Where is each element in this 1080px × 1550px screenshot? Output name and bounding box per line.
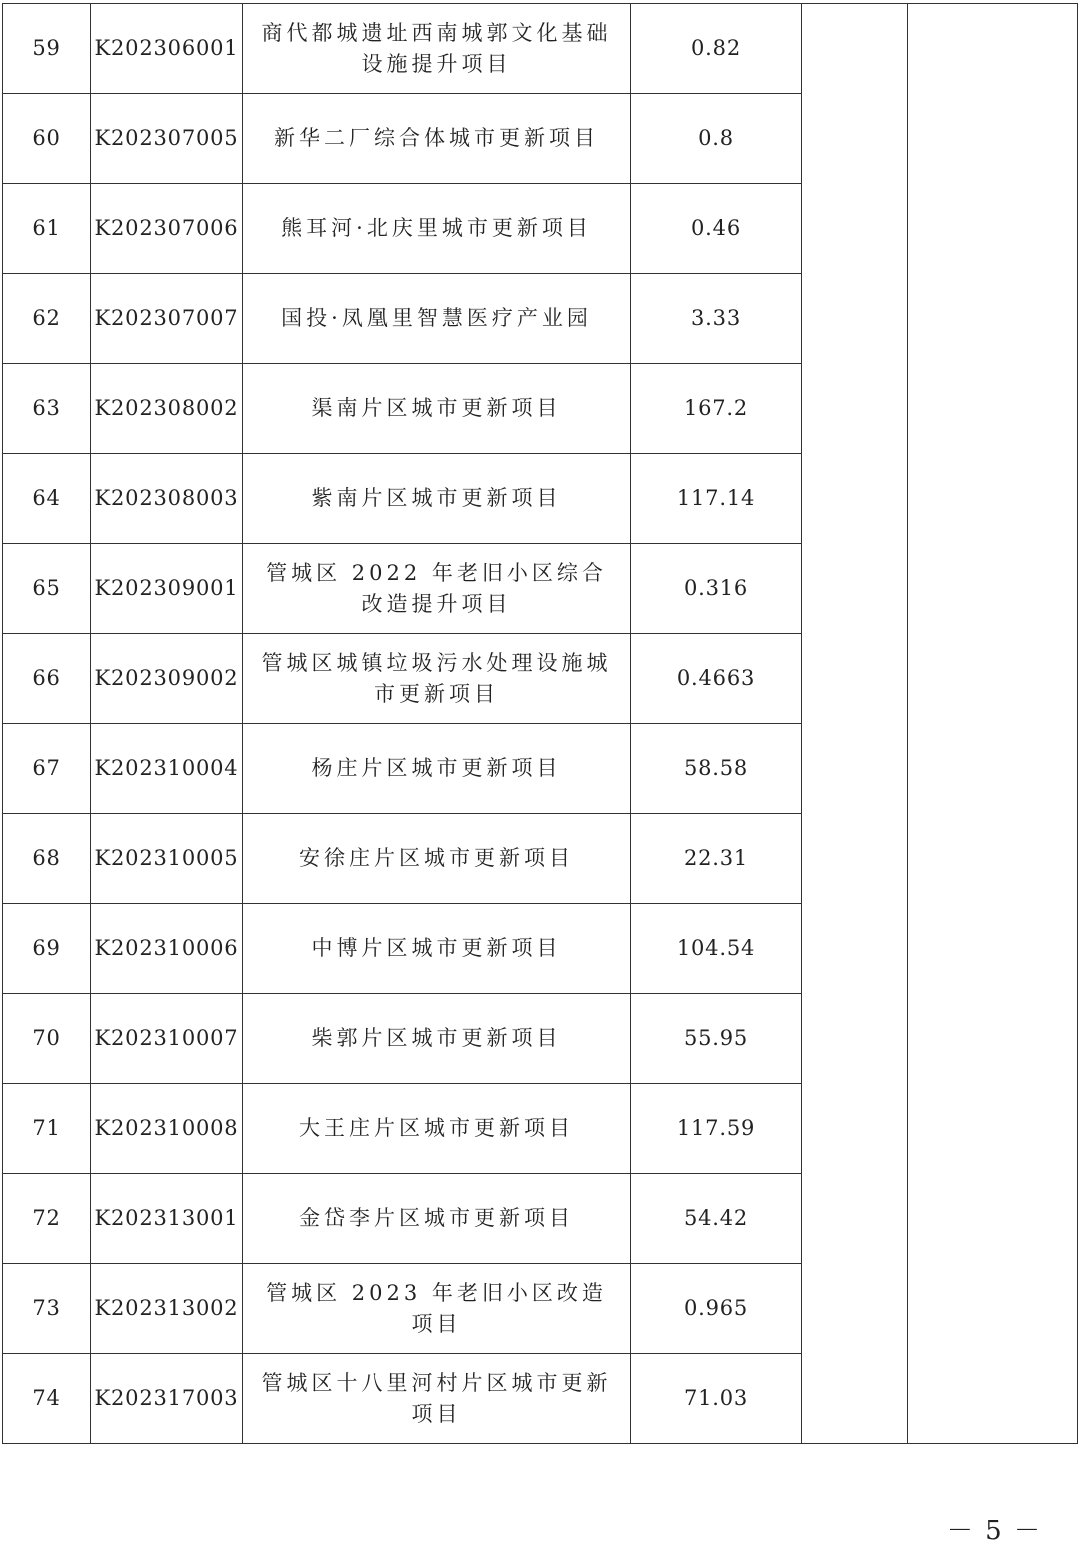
project-name-cell: 新华二厂综合体城市更新项目 [243, 94, 631, 184]
project-code-cell: K202307007 [91, 274, 243, 364]
table-row [3, 4, 1078, 94]
project-code-cell: K202306001 [91, 4, 243, 94]
empty-column-cell [802, 4, 908, 1444]
amount-cell: 0.4663 [631, 634, 802, 724]
row-number-cell: 60 [3, 94, 91, 184]
amount-cell: 54.42 [631, 1174, 802, 1264]
amount-cell: 0.82 [631, 4, 802, 94]
empty-column-cell [908, 4, 1078, 1444]
project-name-cell: 渠南片区城市更新项目 [243, 364, 631, 454]
amount-cell: 117.14 [631, 454, 802, 544]
amount-cell: 104.54 [631, 904, 802, 994]
amount-cell: 117.59 [631, 1084, 802, 1174]
project-code-cell: K202310004 [91, 724, 243, 814]
row-number-cell: 62 [3, 274, 91, 364]
project-code-cell: K202317003 [91, 1354, 243, 1444]
project-code-cell: K202310007 [91, 994, 243, 1084]
project-name-cell: 管城区城镇垃圾污水处理设施城市更新项目 [243, 634, 631, 724]
project-name-cell: 大王庄片区城市更新项目 [243, 1084, 631, 1174]
row-number-cell: 69 [3, 904, 91, 994]
row-number-cell: 59 [3, 4, 91, 94]
project-name-cell: 安徐庄片区城市更新项目 [243, 814, 631, 904]
project-name-cell: 管城区十八里河村片区城市更新项目 [243, 1354, 631, 1444]
amount-cell: 0.965 [631, 1264, 802, 1354]
table-body [3, 4, 1078, 1444]
row-number-cell: 67 [3, 724, 91, 814]
project-table [2, 3, 1078, 1444]
row-number-cell: 73 [3, 1264, 91, 1354]
project-code-cell: K202307006 [91, 184, 243, 274]
amount-cell: 58.58 [631, 724, 802, 814]
project-name-cell: 熊耳河·北庆里城市更新项目 [243, 184, 631, 274]
project-name-cell: 管城区 2023 年老旧小区改造项目 [243, 1264, 631, 1354]
row-number-cell: 61 [3, 184, 91, 274]
project-code-cell: K202310006 [91, 904, 243, 994]
project-code-cell: K202310005 [91, 814, 243, 904]
page-number: － 5 － [946, 1516, 1042, 1546]
amount-cell: 0.46 [631, 184, 802, 274]
amount-cell: 0.8 [631, 94, 802, 184]
amount-cell: 3.33 [631, 274, 802, 364]
row-number-cell: 70 [3, 994, 91, 1084]
row-number-cell: 71 [3, 1084, 91, 1174]
project-code-cell: K202308002 [91, 364, 243, 454]
project-code-cell: K202310008 [91, 1084, 243, 1174]
project-code-cell: K202313002 [91, 1264, 243, 1354]
row-number-cell: 64 [3, 454, 91, 544]
project-name-cell: 中博片区城市更新项目 [243, 904, 631, 994]
project-code-cell: K202308003 [91, 454, 243, 544]
amount-cell: 71.03 [631, 1354, 802, 1444]
project-name-cell: 紫南片区城市更新项目 [243, 454, 631, 544]
row-number-cell: 68 [3, 814, 91, 904]
project-name-cell: 商代都城遗址西南城郭文化基础设施提升项目 [243, 4, 631, 94]
project-name-cell: 国投·凤凰里智慧医疗产业园 [243, 274, 631, 364]
project-name-cell: 金岱李片区城市更新项目 [243, 1174, 631, 1264]
row-number-cell: 65 [3, 544, 91, 634]
row-number-cell: 66 [3, 634, 91, 724]
row-number-cell: 72 [3, 1174, 91, 1264]
project-code-cell: K202309002 [91, 634, 243, 724]
project-code-cell: K202307005 [91, 94, 243, 184]
row-number-cell: 74 [3, 1354, 91, 1444]
row-number-cell: 63 [3, 364, 91, 454]
project-name-cell: 管城区 2022 年老旧小区综合改造提升项目 [243, 544, 631, 634]
project-name-cell: 柴郭片区城市更新项目 [243, 994, 631, 1084]
amount-cell: 0.316 [631, 544, 802, 634]
amount-cell: 167.2 [631, 364, 802, 454]
amount-cell: 55.95 [631, 994, 802, 1084]
project-code-cell: K202309001 [91, 544, 243, 634]
project-name-cell: 杨庄片区城市更新项目 [243, 724, 631, 814]
amount-cell: 22.31 [631, 814, 802, 904]
project-code-cell: K202313001 [91, 1174, 243, 1264]
